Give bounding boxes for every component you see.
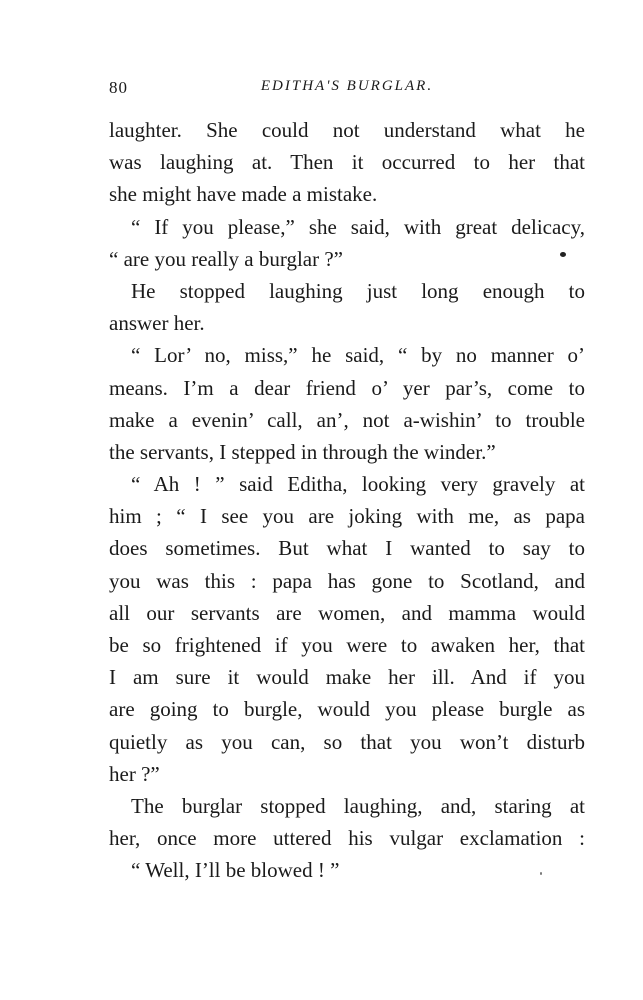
text-line: “ Well, I’ll be blowed ! ”: [131, 858, 340, 883]
text-line: “ If you please,” she said, with great delicacy,: [131, 214, 585, 239]
text-line: “ are you really a burglar ?”: [109, 246, 343, 271]
text-line: “ Lor’ no, miss,” he said, “ by no manner o’: [131, 343, 585, 368]
text-line: be so frightened if you were to awaken her, that: [109, 633, 585, 657]
text-line: are going to burgle, would you please burgle as: [109, 697, 585, 722]
text-line: “ Ah ! ” said Editha, looking very gravely at: [131, 472, 585, 497]
text-line: does sometimes. But what I wanted to say to: [109, 536, 585, 561]
text-line: He stopped laughing just long enough to: [131, 278, 585, 303]
ink-speck: [540, 872, 542, 875]
text-line: she might have made a mistake.: [109, 182, 378, 207]
text-line: her ?”: [109, 761, 160, 786]
text-line: laughter. She could not understand what he: [109, 118, 585, 142]
text-line: all our servants are women, and mamma would: [109, 600, 585, 625]
page-number: 80: [109, 78, 128, 97]
running-head: [109, 78, 585, 102]
text-line: quietly as you can, so that you won’t disturb: [109, 729, 585, 754]
text-line: the servants, I stepped in through the winder.”: [109, 439, 496, 464]
text-line: make a evenin’ call, an’, not a-wishin’ to trouble: [109, 407, 585, 432]
text-line: The burglar stopped laughing, and, staring at: [131, 793, 585, 818]
text-line: answer her.: [109, 311, 205, 336]
ink-speck: [560, 252, 566, 257]
text-line: I am sure it would make her ill. And if you: [109, 665, 585, 690]
running-title: EDITHA'S BURGLAR.: [260, 78, 434, 94]
text-line: you was this : papa has gone to Scotland, and: [109, 568, 585, 593]
text-line: her, once more uttered his vulgar exclamation :: [109, 826, 585, 851]
text-line: him ; “ I see you are joking with me, as papa: [109, 504, 585, 529]
body-text: [109, 114, 585, 887]
text-line: was laughing at. Then it occurred to her that: [109, 150, 585, 175]
text-line: means. I’m a dear friend o’ yer par’s, come to: [109, 375, 585, 400]
